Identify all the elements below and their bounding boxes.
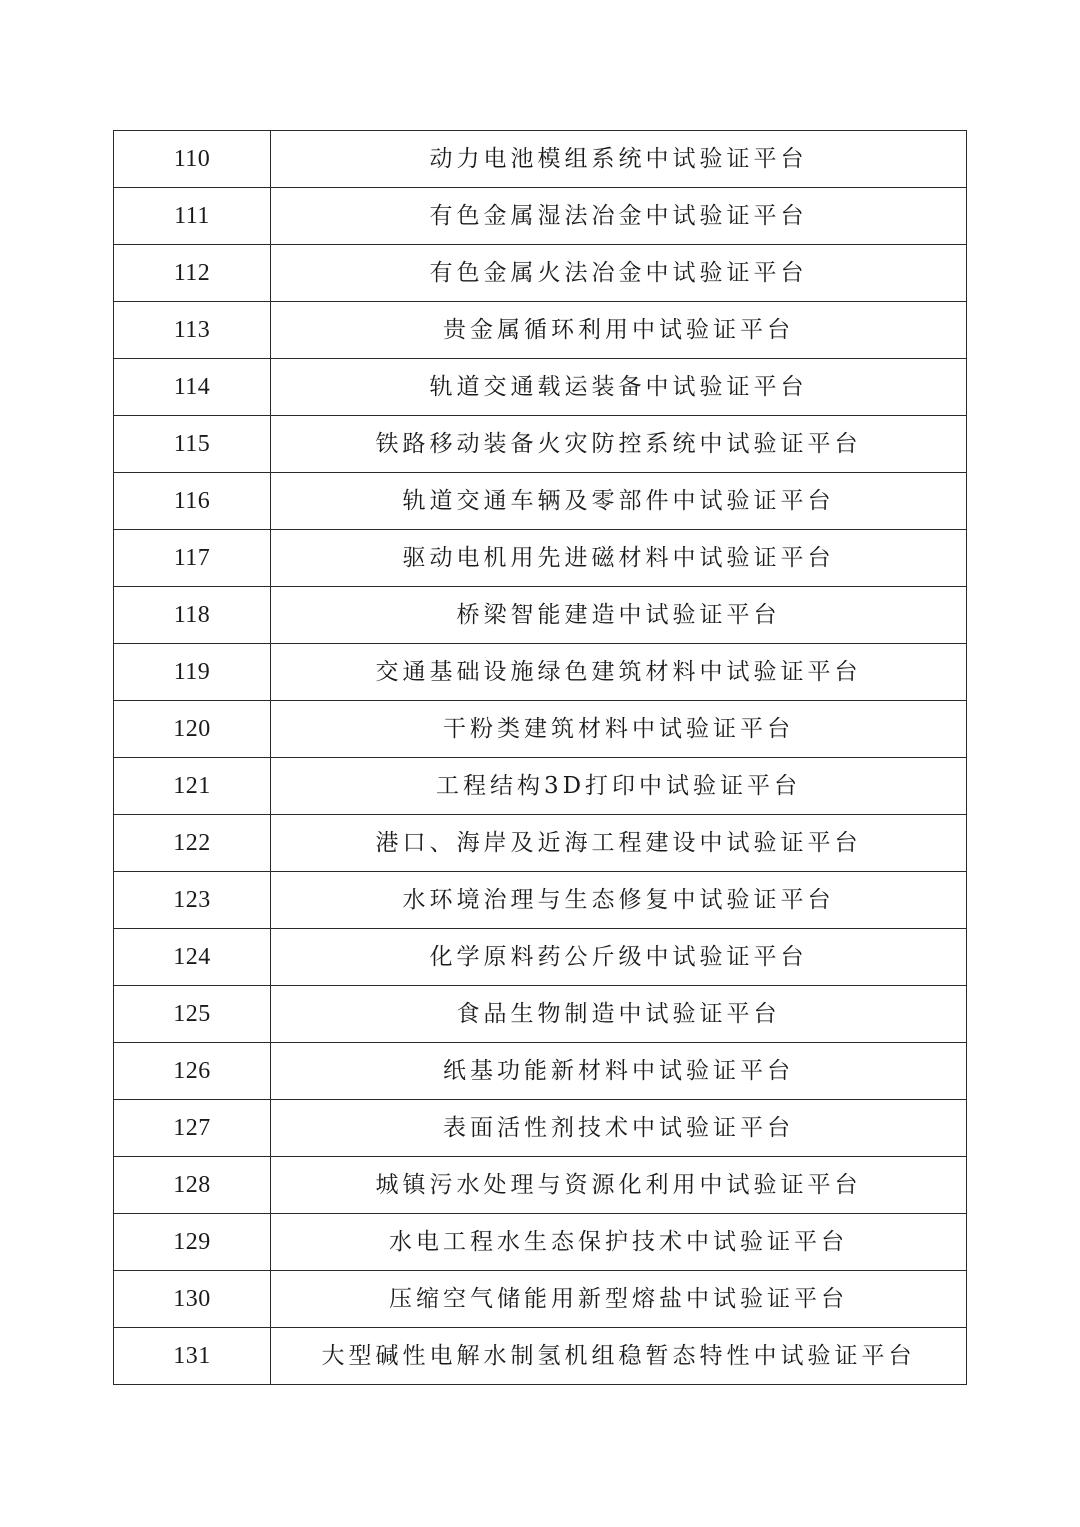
table-row xyxy=(114,302,967,359)
row-number: 124 xyxy=(114,929,271,986)
row-number: 122 xyxy=(114,815,271,872)
row-number: 127 xyxy=(114,1100,271,1157)
platform-name: 水电工程水生态保护技术中试验证平台 xyxy=(271,1214,967,1271)
platform-name: 桥梁智能建造中试验证平台 xyxy=(271,587,967,644)
row-number: 115 xyxy=(114,416,271,473)
platform-name: 城镇污水处理与资源化利用中试验证平台 xyxy=(271,1157,967,1214)
row-number: 116 xyxy=(114,473,271,530)
row-number: 118 xyxy=(114,587,271,644)
table-row xyxy=(114,815,967,872)
table-row xyxy=(114,416,967,473)
row-number: 111 xyxy=(114,188,271,245)
platform-table xyxy=(113,130,967,1385)
platform-name: 港口、海岸及近海工程建设中试验证平台 xyxy=(271,815,967,872)
row-number: 130 xyxy=(114,1271,271,1328)
table-row xyxy=(114,986,967,1043)
row-number: 114 xyxy=(114,359,271,416)
row-number: 121 xyxy=(114,758,271,815)
platform-name: 轨道交通车辆及零部件中试验证平台 xyxy=(271,473,967,530)
table-row xyxy=(114,473,967,530)
row-number: 125 xyxy=(114,986,271,1043)
platform-name: 压缩空气储能用新型熔盐中试验证平台 xyxy=(271,1271,967,1328)
table-row xyxy=(114,245,967,302)
row-number: 126 xyxy=(114,1043,271,1100)
platform-name: 化学原料药公斤级中试验证平台 xyxy=(271,929,967,986)
platform-name: 有色金属湿法冶金中试验证平台 xyxy=(271,188,967,245)
table-row xyxy=(114,131,967,188)
row-number: 129 xyxy=(114,1214,271,1271)
platform-name: 铁路移动装备火灾防控系统中试验证平台 xyxy=(271,416,967,473)
platform-name: 工程结构3D打印中试验证平台 xyxy=(271,758,967,815)
row-number: 131 xyxy=(114,1328,271,1385)
table-row xyxy=(114,530,967,587)
table-row xyxy=(114,701,967,758)
table-row xyxy=(114,1043,967,1100)
table-row xyxy=(114,188,967,245)
platform-name: 驱动电机用先进磁材料中试验证平台 xyxy=(271,530,967,587)
row-number: 113 xyxy=(114,302,271,359)
row-number: 123 xyxy=(114,872,271,929)
platform-name: 交通基础设施绿色建筑材料中试验证平台 xyxy=(271,644,967,701)
row-number: 120 xyxy=(114,701,271,758)
table-row xyxy=(114,587,967,644)
platform-name: 食品生物制造中试验证平台 xyxy=(271,986,967,1043)
table-row xyxy=(114,758,967,815)
platform-name: 贵金属循环利用中试验证平台 xyxy=(271,302,967,359)
table-row xyxy=(114,1214,967,1271)
table-row xyxy=(114,1157,967,1214)
platform-name: 表面活性剂技术中试验证平台 xyxy=(271,1100,967,1157)
row-number: 117 xyxy=(114,530,271,587)
row-number: 128 xyxy=(114,1157,271,1214)
table-row xyxy=(114,1271,967,1328)
row-number: 110 xyxy=(114,131,271,188)
table-row xyxy=(114,929,967,986)
platform-name: 纸基功能新材料中试验证平台 xyxy=(271,1043,967,1100)
table-row xyxy=(114,644,967,701)
row-number: 112 xyxy=(114,245,271,302)
platform-name: 大型碱性电解水制氢机组稳暂态特性中试验证平台 xyxy=(271,1328,967,1385)
platform-name: 动力电池模组系统中试验证平台 xyxy=(271,131,967,188)
table-row xyxy=(114,1100,967,1157)
platform-name: 干粉类建筑材料中试验证平台 xyxy=(271,701,967,758)
platform-name: 水环境治理与生态修复中试验证平台 xyxy=(271,872,967,929)
row-number: 119 xyxy=(114,644,271,701)
table-row xyxy=(114,1328,967,1385)
table-row xyxy=(114,872,967,929)
platform-name: 轨道交通载运装备中试验证平台 xyxy=(271,359,967,416)
table-body xyxy=(114,131,967,1385)
table-row xyxy=(114,359,967,416)
platform-name: 有色金属火法冶金中试验证平台 xyxy=(271,245,967,302)
